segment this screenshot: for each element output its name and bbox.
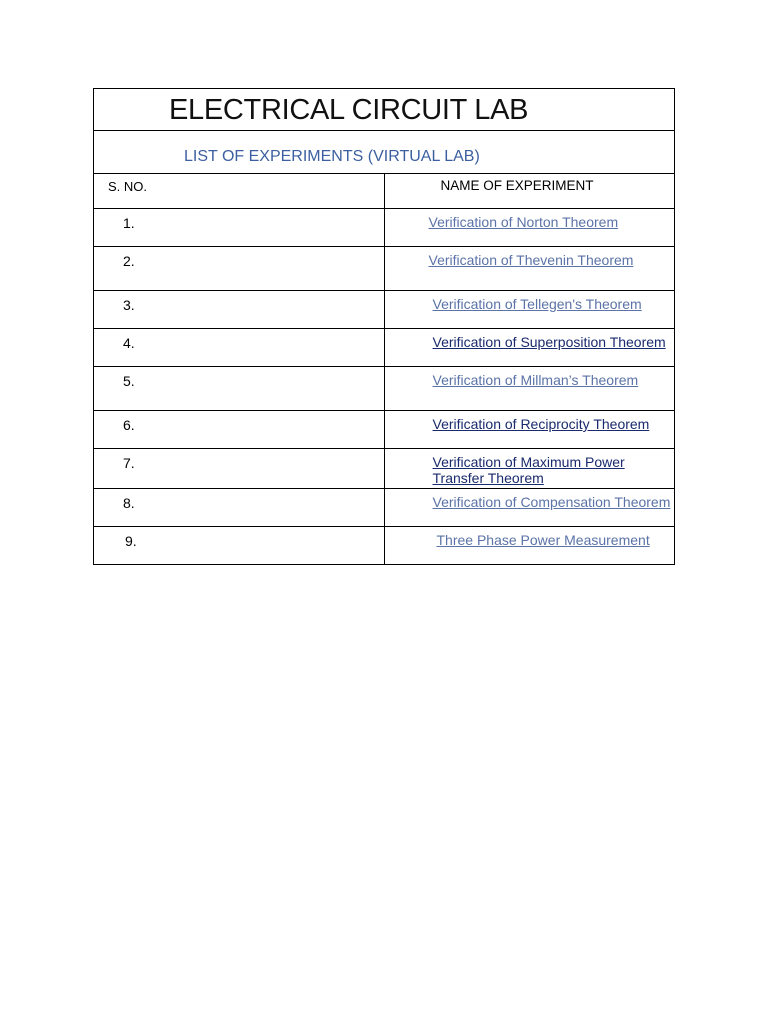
row-number: 2. [123, 253, 135, 269]
sno-cell [94, 209, 385, 247]
experiment-link-tellegen[interactable]: Verification of Tellegen's Theorem [432, 296, 642, 312]
header-name: NAME OF EXPERIMENT [440, 178, 594, 193]
experiment-link-reciprocity[interactable]: Verification of Reciprocity Theorem [432, 416, 650, 432]
sno-cell [94, 527, 385, 565]
row-number: 3. [123, 297, 135, 313]
experiment-link-superposition[interactable]: Verification of Superposition Theorem [432, 334, 666, 350]
table-row [94, 527, 675, 565]
table-row [94, 411, 675, 449]
experiment-link-millman[interactable]: Verification of Millman’s Theorem [432, 372, 639, 388]
row-number: 6. [123, 417, 135, 433]
title-cell [94, 89, 675, 131]
page-title: ELECTRICAL CIRCUIT LAB [169, 94, 529, 126]
sno-cell [94, 367, 385, 411]
experiment-link-max-power-transfer[interactable]: Verification of Maximum Power Transfer Theorem [432, 454, 625, 486]
table-row [94, 291, 675, 329]
sno-cell [94, 291, 385, 329]
table-row [94, 209, 675, 247]
row-number: 7. [123, 455, 135, 471]
sno-cell [94, 247, 385, 291]
page-subtitle: LIST OF EXPERIMENTS (VIRTUAL LAB) [184, 148, 480, 165]
experiment-link-thevenin[interactable]: Verification of Thevenin Theorem [428, 252, 634, 268]
experiment-link-three-phase-power[interactable]: Three Phase Power Measurement [436, 532, 650, 548]
experiment-cell [384, 367, 675, 411]
experiment-cell [384, 209, 675, 247]
row-number: 4. [123, 335, 135, 351]
experiment-link-compensation[interactable]: Verification of Compensation Theorem [432, 494, 671, 510]
experiment-cell [384, 291, 675, 329]
row-number: 8. [123, 495, 135, 511]
header-sno-cell [94, 174, 385, 209]
header-sno: S. NO. [108, 179, 148, 194]
experiment-cell [384, 247, 675, 291]
sno-cell [94, 329, 385, 367]
table-row [94, 247, 675, 291]
experiment-cell [384, 411, 675, 449]
experiment-cell [384, 527, 675, 565]
table-row [94, 367, 675, 411]
table-row [94, 489, 675, 527]
table-header-row [94, 174, 675, 209]
table-row [94, 329, 675, 367]
experiments-table [93, 88, 675, 565]
sno-cell [94, 411, 385, 449]
header-name-cell [384, 174, 675, 209]
experiment-cell [384, 489, 675, 527]
table-row [94, 449, 675, 489]
subtitle-cell [94, 131, 675, 174]
row-number: 1. [123, 215, 135, 231]
experiment-link-norton[interactable]: Verification of Norton Theorem [428, 214, 619, 230]
row-number: 5. [123, 373, 135, 389]
row-number: 9. [125, 533, 137, 549]
sno-cell [94, 449, 385, 489]
sno-cell [94, 489, 385, 527]
experiment-cell [384, 329, 675, 367]
experiment-cell [384, 449, 675, 489]
